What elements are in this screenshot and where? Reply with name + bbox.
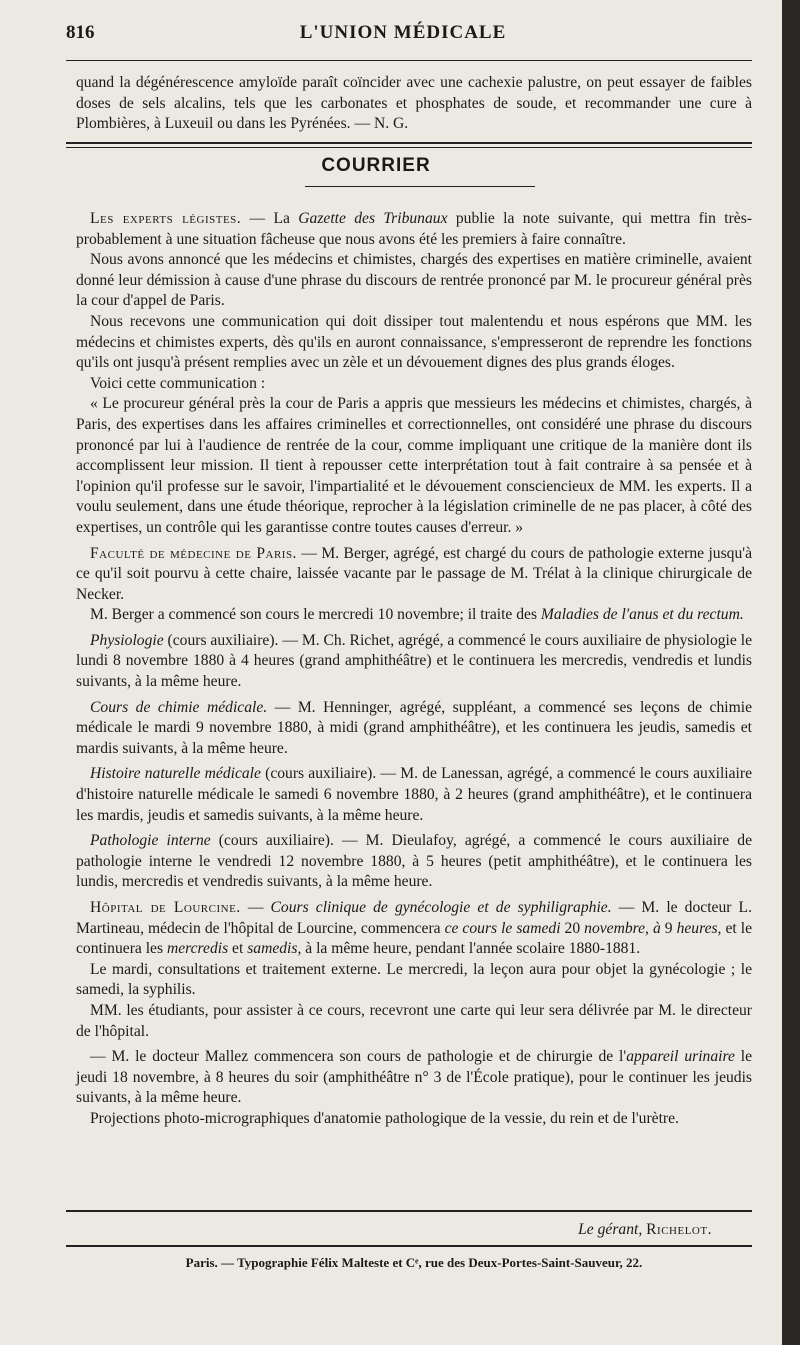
lourcine-heading: Hôpital de Lourcine. bbox=[90, 899, 241, 916]
section-rule-top bbox=[66, 142, 752, 144]
lourcine-paragraph-2: Le mardi, consultations et traitement externe. Le mercredi, la leçon aura pour objet la gynécologie ; le samedi, la syphilis. bbox=[76, 960, 752, 999]
faculte-heading: Faculté de médecine de Paris. bbox=[90, 544, 297, 562]
scan-edge bbox=[782, 0, 800, 1345]
faculte-paragraph-2: M. Berger a commencé son cours le mercredi 10 novembre; il traite des Maladies de l'anus et du rectum. bbox=[90, 606, 744, 624]
experts-paragraph-4: Voici cette communication : bbox=[90, 374, 266, 392]
footer-rule-bottom bbox=[66, 1245, 752, 1247]
section-rule-top-thin bbox=[66, 147, 752, 148]
pathologie-paragraph: Pathologie interne (cours auxiliaire). — M. Dieulafoy, agrégé, a commencé le cours auxiliaire de pathologie interne le vendredi 12 novembre 1880, à 5 heures (petit amphithéâtre), et le continuera les lundis, mercredis et vendredis suivants, à la même heure. bbox=[76, 832, 752, 891]
header-rule bbox=[66, 60, 752, 61]
journal-title: L'UNION MÉDICALE bbox=[299, 22, 507, 43]
footer-rule-top bbox=[66, 1210, 752, 1212]
physiologie-paragraph: Physiologie (cours auxiliaire). — M. Ch. Richet, agrégé, a commencé le cours auxiliaire de physiologie le lundi 8 novembre 1880 à 4 heures (grand amphithéâtre) et le continuera les mercredis, vendredis et lundis suivants, à la même heure. bbox=[76, 631, 752, 691]
section-title: COURRIER bbox=[321, 155, 431, 176]
experts-paragraph-1: Les experts légistes. — La Gazette des Tribunaux publie la note suivante, qui mettra fin très-probablement à une situation fâcheuse que nous avons été les premiers à faire connaître. bbox=[76, 210, 752, 248]
signature-label: Le gérant, bbox=[578, 1221, 643, 1238]
mallez-paragraph-2: Projections photo-micrographiques d'anatomie pathologique de la vessie, du rein et de l'urètre. bbox=[90, 1109, 679, 1127]
chimie-paragraph: Cours de chimie médicale. — M. Henninger, agrégé, suppléant, a commencé ses leçons de chimie médicale le mardi 9 novembre 1880, à midi (grand amphithéâtre), et les continuera les jeudis, samedis et mardis suivants, à la même heure. bbox=[76, 698, 752, 757]
lourcine-paragraph-1: Hôpital de Lourcine. — Cours clinique de gynécologie et de syphiligraphie. — M. le docteur L. Martineau, médecin de l'hôpital de Lourcine, commencera ce cours le samedi 20 novembre, à 9 heures, et le continuera les mercredis et samedis, à la même heure, pendant l'année scolaire 1880-1881. bbox=[76, 899, 752, 958]
running-header bbox=[66, 22, 740, 50]
signature-name: Richelot. bbox=[646, 1221, 712, 1238]
faculte-paragraph-1: Faculté de médecine de Paris. — M. Berger, agrégé, est chargé du cours de pathologie externe jusqu'à ce qu'il soit pourvu à cette chaire, laissée vacante par le passage de M. Trélat à la clinique chirurgicale de Necker. bbox=[76, 544, 752, 603]
experts-communication: « Le procureur général près la cour de Paris a appris que messieurs les médecins et chimistes, chargés, à Paris, des expertises dans les affaires criminelles et correctionnelles, ont considéré une phrase du discours prononcé par lui à l'audience de rentrée de la cour, comme impliquant une critique de la manière dont ils accomplissent leur mission. Il tient à repousser cette interprétation tout à fait contraire à sa pensée et à l'opinion qu'il professe sur le savoir, l'impartialité et le dévouement consciencieux de MM. les experts. Il a voulu seulement, dans une étude théorique, reprocher à la législation criminelle de ne pas placer, à côté des expertises, un contrôle qui les garantisse contre toutes causes d'erreur. » bbox=[76, 395, 752, 536]
article-body bbox=[76, 209, 752, 1130]
experts-paragraph-2: Nous avons annoncé que les médecins et chimistes, chargés des expertises en matière criminelle, avaient donné leur démission à cause d'une phrase du discours de rentrée prononcé par M. le procureur général près la cour d'appel de Paris. bbox=[76, 251, 752, 310]
printer-imprint: Paris. — Typographie Félix Malteste et Cᵉ, rue des Deux-Portes-Saint-Sauveur, 22. bbox=[185, 1255, 643, 1270]
experts-paragraph-3: Nous recevons une communication qui doit dissiper tout malentendu et nous espérons que MM. les médecins et chimistes experts, dès qu'ils en auront connaissance, s'empresseront de reprendre les fonctions qu'ils ont jusqu'à présent remplies avec un zèle et un dévouement dignes des plus grands éloges. bbox=[76, 312, 752, 372]
lourcine-paragraph-3: MM. les étudiants, pour assister à ce cours, recevront une carte qui leur sera délivrée par M. le directeur de l'hôpital. bbox=[76, 1001, 752, 1040]
signature-line bbox=[76, 1220, 752, 1241]
section-title-underline bbox=[305, 186, 535, 187]
histoire-paragraph: Histoire naturelle médicale (cours auxiliaire). — M. de Lanessan, agrégé, a commencé le cours auxiliaire d'histoire naturelle médicale le samedi 6 novembre 1880, à 2 heures (grand amphithéâtre), et le continuera les mardis, jeudis et samedis suivants, à la même heure. bbox=[76, 765, 752, 824]
page-number: 816 bbox=[66, 22, 95, 43]
experts-heading: Les experts légistes. bbox=[90, 210, 242, 227]
intro-paragraph: quand la dégénérescence amyloïde paraît coïncider avec une cachexie palustre, on peut essayer de faibles doses de sels alcalins, tels que les carbonates et phosphates de soude, et recommander une cure à Plombières, à Luxeuil ou dans les Pyrénées. — N. G. bbox=[76, 74, 752, 133]
mallez-paragraph-1: — M. le docteur Mallez commencera son cours de pathologie et de chirurgie de l'appareil urinaire le jeudi 18 novembre, à 8 heures du soir (amphithéâtre n° 3 de l'École pratique), pour le continuer les jeudis suivants, à la même heure. bbox=[76, 1048, 752, 1107]
